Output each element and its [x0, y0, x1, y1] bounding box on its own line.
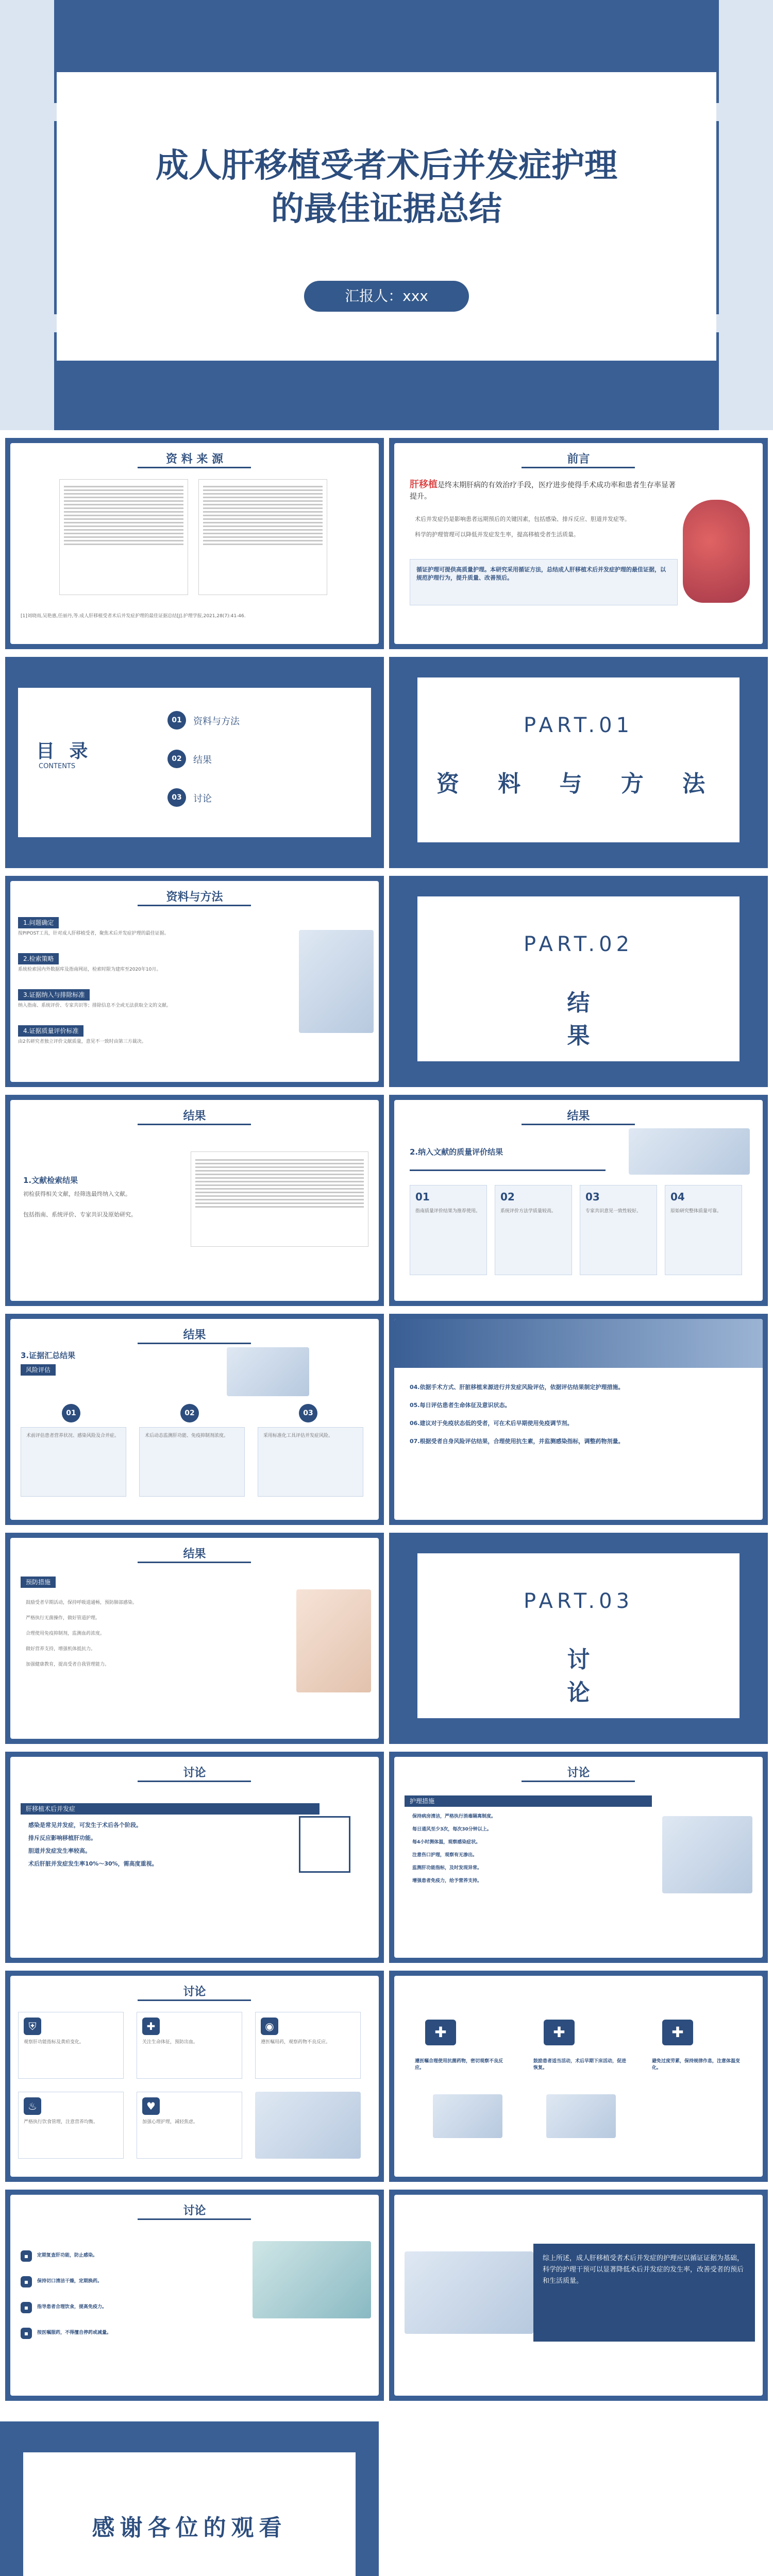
medicine-photo [433, 2094, 502, 2138]
disc3-card-1 [18, 2012, 124, 2079]
cover-right-band [719, 0, 773, 430]
results-table-image [191, 1151, 368, 1247]
slide-part-01 [389, 657, 768, 868]
methods-text-1: 按PIPOST工具，针对成人肝移植受者，聚焦术后并发症护理的最佳证据。 [18, 931, 169, 936]
sources-title: 资 料 来 源 [166, 453, 223, 466]
quality-card-text: 专家共识意见一致性较好。 [585, 1209, 642, 1214]
nurse-photo [546, 2094, 616, 2138]
pen-writing-photo [629, 1128, 750, 1175]
slide-discussion-5 [5, 2190, 384, 2401]
part-number: PART.03 [523, 1589, 634, 1613]
timeline-line [410, 1170, 606, 1171]
slide-results-1 [5, 1095, 384, 1306]
header-photo-band [394, 1319, 763, 1368]
results4-item-1: 04.依据手术方式、肝脏移植来源进行并发症风险评估，依据评估结果制定护理措施。 [410, 1384, 624, 1391]
methods-title: 资料与方法 [166, 891, 223, 904]
results3-sub: 3.证据汇总结果 [21, 1351, 76, 1360]
disc2-item-6: 增强患者免疫力，给予营养支持。 [412, 1878, 482, 1884]
disc3-card-4 [18, 2092, 124, 2159]
risk-card-text: 术后动态监测肝功能、免疫抑制剂浓度。 [145, 1433, 229, 1438]
title-underline [138, 1999, 251, 2001]
complication-badge: 肝移植术后并发症 [21, 1803, 320, 1815]
methods-head-4: 4.证据质量评价标准 [18, 1025, 83, 1037]
disc3-card-text: 加强心理护理，减轻焦虑。 [142, 2120, 198, 2125]
quality-card-num: 02 [500, 1191, 515, 1203]
sources-caption: [1]刘晓雨,吴艳惠,任丽丹,等.成人肝移植受者术后并发症护理的最佳证据总结[J].护理学报,2021,28(7):41-46. [21, 614, 246, 619]
risk-assessment-badge: 风险评估 [21, 1364, 56, 1376]
writing-photo [299, 930, 374, 1033]
step-num-1: 01 [62, 1404, 80, 1422]
results1-sub: 1.文献检索结果 [23, 1176, 78, 1185]
bullet-icon: ▪ [21, 2276, 32, 2287]
quality-card-text: 原始研究整体质量可靠。 [670, 1209, 722, 1214]
risk-card-1 [21, 1427, 126, 1497]
methods-text-2: 系统检索国内外数据库及指南网站，检索时限为建库至2020年10月。 [18, 967, 161, 972]
cover-title-line1: 成人肝移植受者术后并发症护理 [156, 147, 617, 185]
results-title: 结果 [567, 1110, 590, 1123]
disc3-card-3 [255, 2012, 361, 2079]
heart-icon: ♥ [142, 2097, 160, 2115]
disc5-item-3: 指导患者合理饮食，提高免疫力。 [37, 2304, 107, 2310]
quality-card-4 [665, 1185, 742, 1275]
conclusion-box [533, 2244, 755, 2342]
disc2-item-1: 保持病房清洁，严格执行消毒隔离制度。 [412, 1814, 496, 1819]
title-underline [138, 1562, 251, 1563]
results4-item-4: 07.根据受者自身风险评估结果，合理使用抗生素，并监测感染指标，调整药物剂量。 [410, 1438, 624, 1445]
part-name: 结 果 [567, 990, 693, 1049]
disc2-item-2: 每日通风至少3次，每次30分钟以上。 [412, 1827, 492, 1832]
disc2-item-3: 每4小时测体温，观察感染症状。 [412, 1840, 481, 1845]
lab-photo [662, 1816, 752, 1893]
methods-head-3: 3.证据纳入与排除标准 [18, 989, 90, 1001]
quality-card-num: 04 [670, 1191, 685, 1203]
preface-lead-text: 是终末期肝病的有效治疗手段，医疗进步使得手术成功率和患者生存率显著提升。 [410, 481, 676, 501]
disc5-item-2: 保持切口清洁干燥，定期换药。 [37, 2279, 103, 2284]
slide-methods [5, 876, 384, 1087]
preface-bullet-1: 术后并发症仍是影响患者远期预后的关键因素，包括感染、排斥反应、胆道并发症等。 [415, 516, 630, 522]
bullet-icon: ▪ [21, 2328, 32, 2339]
disc4-col-2: 鼓励患者适当活动，术后早期下床活动，促进恢复。 [533, 2059, 627, 2071]
source-document-page2 [198, 479, 327, 595]
prevention-badge: 预防措施 [21, 1577, 56, 1588]
cover-title-line2: 的最佳证据总结 [271, 190, 502, 228]
disc2-item-5: 监测肝功能指标，及时发现异常。 [412, 1866, 482, 1871]
disc4-col-3: 避免过度劳累，保持规律作息，注意体温变化。 [652, 2059, 741, 2071]
discussion-title: 讨论 [567, 1767, 590, 1780]
part-name: 资 料 与 方 法 [436, 771, 721, 797]
part-name: 讨 论 [567, 1647, 693, 1706]
preface-keyword: 肝移植 [410, 479, 438, 490]
results4-item-2: 05.每日评估患者生命体征及意识状态。 [410, 1402, 511, 1409]
results4-item-3: 06.建议对于免疫状态低的受者，可在术后早期使用免疫调节剂。 [410, 1420, 573, 1427]
surgeon-photo [253, 2241, 371, 2318]
part-number: PART.01 [523, 714, 634, 737]
toc-item-2[interactable]: 结果 [193, 755, 212, 766]
quality-card-1 [410, 1185, 487, 1275]
slide-discussion-1 [5, 1752, 384, 1963]
results-title: 结果 [183, 1110, 206, 1123]
title-underline [522, 1124, 635, 1125]
risk-card-3 [258, 1427, 363, 1497]
prevention-item-3: 合理使用免疫抑制剂，监测血药浓度。 [26, 1631, 105, 1636]
slide-discussion-4 [389, 1971, 768, 2182]
methods-head-1: 1.问题确定 [18, 917, 59, 928]
prevention-item-2: 严格执行无菌操作，做好管道护理。 [26, 1616, 100, 1621]
nursing-measures-badge: 护理措施 [405, 1795, 652, 1807]
slide-thanks [0, 2421, 379, 2576]
doctor-photo [255, 2092, 361, 2159]
slide-results-2 [389, 1095, 768, 1306]
disc1-item-2: 排斥反应影响移植肝功能。 [28, 1835, 96, 1841]
toc-item-1[interactable]: 资料与方法 [193, 716, 240, 727]
preface-title: 前言 [567, 453, 590, 466]
disc4-col-1: 遵医嘱合理使用抗菌药物，密切观察不良反应。 [415, 2059, 503, 2071]
legs-photo [296, 1589, 371, 1692]
cover-left-band [0, 0, 54, 430]
liver-heart-illustration [683, 500, 750, 603]
disc2-item-4: 注意伤口护理，观察有无渗出。 [412, 1853, 478, 1858]
slide-discussion-3 [5, 1971, 384, 2182]
consultation-photo [405, 2251, 533, 2334]
slide-discussion-2 [389, 1752, 768, 1963]
quality-card-text: 系统评价方法学质量较高。 [500, 1209, 557, 1214]
medical-kit-icon: ✚ [662, 2020, 693, 2045]
bullet-icon: ▪ [21, 2302, 32, 2313]
title-underline [522, 1781, 635, 1782]
preface-note: 循证护理可提供高质量护理。本研究采用循证方法，总结成人肝移植术后并发症护理的最佳证据，以规范护理行为，提升质量、改善预后。 [416, 566, 666, 581]
slide-results-5 [5, 1533, 384, 1744]
source-document-page1 [59, 479, 188, 595]
toc-item-3[interactable]: 讨论 [193, 793, 212, 804]
disc3-card-text: 观察肝功能指标及黄疸变化。 [24, 2040, 85, 2045]
hospital-bed-illustration [227, 1347, 309, 1396]
slide-part-03 [389, 1533, 768, 1744]
slide-discussion-6 [389, 2190, 768, 2401]
medical-kit-icon: ✚ [425, 2020, 456, 2045]
disc3-card-text: 遵医嘱用药，观察药物不良反应。 [261, 2040, 331, 2045]
quality-card-3 [580, 1185, 657, 1275]
slide-results-4 [389, 1314, 768, 1525]
disc1-item-1: 感染是常见并发症，可发生于术后各个阶段。 [28, 1822, 142, 1828]
toc-num-1: 01 [167, 711, 186, 730]
toc-num-2: 02 [167, 750, 186, 768]
risk-card-2 [139, 1427, 245, 1497]
food-icon: ♨ [24, 2097, 41, 2115]
step-num-2: 02 [180, 1404, 199, 1422]
slide-results-3 [5, 1314, 384, 1525]
title-underline [138, 1124, 251, 1125]
risk-card-text: 采用标准化工具评估并发症风险。 [263, 1433, 333, 1438]
methods-text-4: 由2名研究者独立评价文献质量，意见不一致时由第三方裁决。 [18, 1039, 146, 1044]
quality-card-num: 03 [585, 1191, 600, 1203]
disc3-card-text: 严格执行饮食管理，注意营养均衡。 [24, 2120, 98, 2125]
toc-num-3: 03 [167, 788, 186, 807]
reporter-pill: 汇报人：xxx [304, 281, 469, 312]
slide-sources [5, 438, 384, 649]
medical-cross-icon: ✚ [142, 2018, 160, 2035]
risk-card-text: 术前评估患者营养状况、感染风险及合并症。 [26, 1433, 120, 1438]
toc-subtitle: CONTENTS [39, 762, 76, 770]
disc1-item-3: 胆道并发症发生率较高。 [28, 1848, 91, 1854]
results1-bullet-2: 包括指南、系统评价、专家共识及原始研究。 [23, 1211, 137, 1218]
quality-card-text: 指南质量评价结果为推荐使用。 [415, 1209, 481, 1214]
cover-slide [0, 0, 773, 430]
conclusion-text: 综上所述，成人肝移植受者术后并发症的护理应以循证证据为基础，科学的护理干预可以显著降低术后并发症的发生率，改善受者的预后和生活质量。 [543, 2255, 744, 2285]
bullet-icon: ▪ [21, 2250, 32, 2262]
presenter-icon [299, 1816, 350, 1873]
shield-icon: ⛨ [24, 2018, 41, 2035]
results-title: 结果 [183, 1329, 206, 1342]
title-underline [138, 467, 251, 468]
toc-title: 目 录 [36, 741, 92, 762]
discussion-title: 讨论 [183, 2205, 206, 2217]
preface-bullet-2: 科学的护理管理可以降低并发症发生率，提高移植受者生活质量。 [415, 531, 579, 538]
methods-text-3: 纳入指南、系统评价、专家共识等；排除信息不全或无法获取全文的文献。 [18, 1003, 172, 1008]
title-underline [138, 2218, 251, 2220]
quality-card-2 [495, 1185, 572, 1275]
cover-card [57, 72, 716, 361]
title-underline [522, 467, 635, 468]
prevention-item-5: 加强健康教育，提高受者自我管理能力。 [26, 1662, 110, 1667]
results1-bullet-1: 初检获得相关文献，经筛选最终纳入文献。 [23, 1191, 131, 1197]
preface-note-box [410, 559, 678, 605]
part-number: PART.02 [523, 933, 634, 956]
discussion-title: 讨论 [183, 1986, 206, 1998]
disc1-item-4: 术后肝脏并发症发生率10%～30%，需高度重视。 [28, 1860, 158, 1867]
disc5-item-1: 定期复查肝功能，防止感染。 [37, 2253, 98, 2258]
pill-icon: ◉ [261, 2018, 278, 2035]
methods-head-2: 2.检索策略 [18, 953, 59, 964]
results-title: 结果 [183, 1548, 206, 1561]
disc3-card-5 [137, 2092, 242, 2159]
disc3-card-2 [137, 2012, 242, 2079]
prevention-item-4: 做好营养支持，增强机体抵抗力。 [26, 1647, 96, 1652]
slide-preface [389, 438, 768, 649]
disc5-item-4: 按医嘱服药，不得擅自停药或减量。 [37, 2330, 112, 2335]
prevention-item-1: 鼓励受者早期活动，保持呼吸道通畅，预防肺部感染。 [26, 1600, 138, 1605]
disc3-card-text: 关注生命体征，预防出血。 [142, 2040, 198, 2045]
medical-kit-icon: ✚ [544, 2020, 575, 2045]
discussion-title: 讨论 [183, 1767, 206, 1780]
title-underline [138, 905, 251, 906]
slide-part-02 [389, 876, 768, 1087]
cover-title [57, 144, 716, 231]
quality-card-num: 01 [415, 1191, 430, 1203]
title-underline [138, 1781, 251, 1782]
slide-toc [5, 657, 384, 868]
results2-sub: 2.纳入文献的质量评价结果 [410, 1147, 503, 1157]
title-underline [138, 1343, 251, 1344]
thanks-text: 感谢各位的观看 [92, 2515, 287, 2541]
preface-lead [410, 479, 678, 502]
step-num-3: 03 [299, 1404, 317, 1422]
